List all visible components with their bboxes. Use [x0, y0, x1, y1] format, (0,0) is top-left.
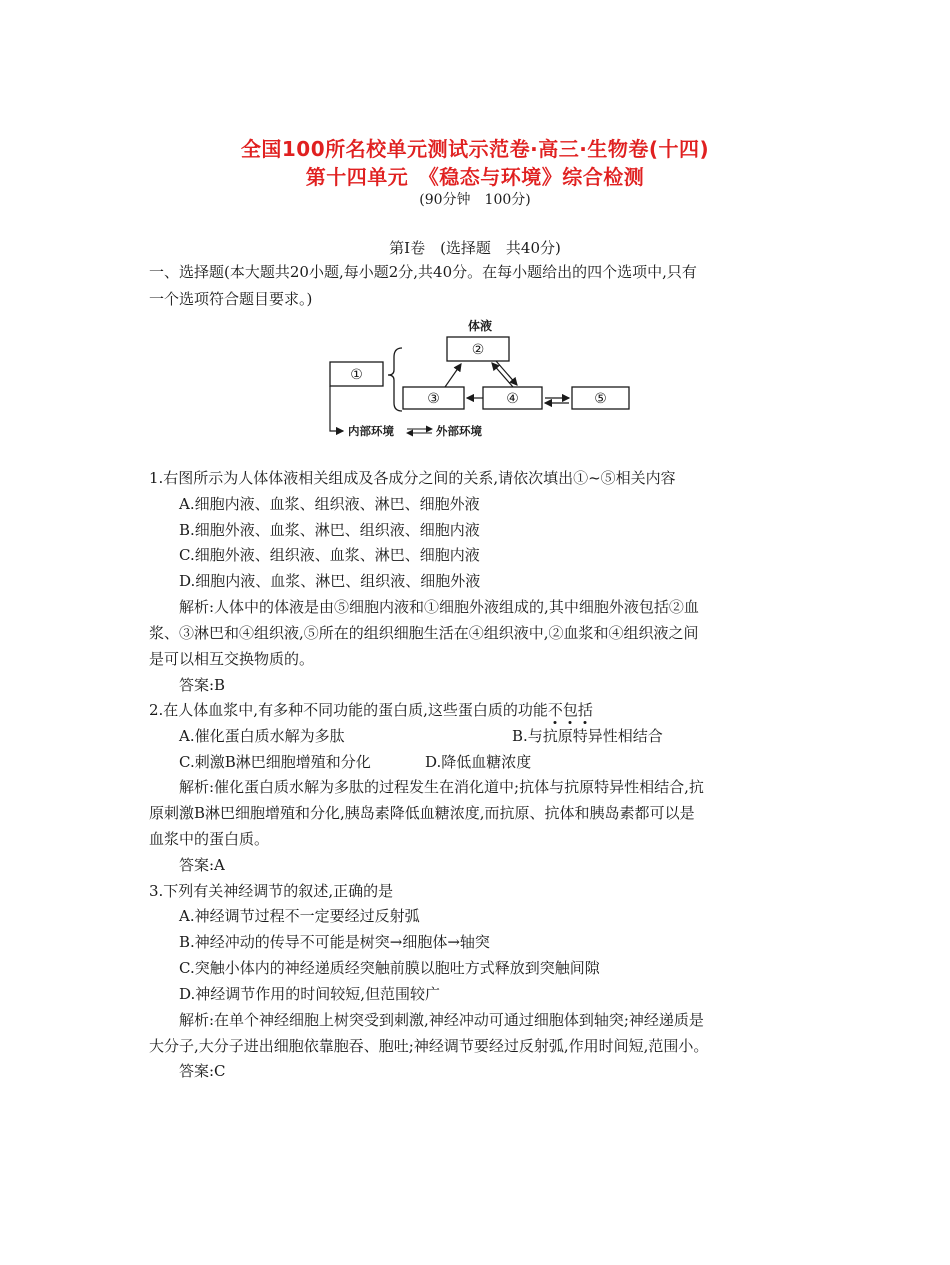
instructions-line-2: 一个选项符合题目要求。) — [149, 290, 313, 308]
q1-option-d: D.细胞内液、血浆、淋巴、组织液、细胞外液 — [179, 572, 481, 590]
q1-option-a: A.细胞内液、血浆、组织液、淋巴、细胞外液 — [179, 495, 480, 513]
box-5-label: ⑤ — [594, 391, 607, 407]
exam-title: 全国100所名校单元测试示范卷·高三·生物卷(十四) — [240, 137, 710, 161]
q1-explanation-1: 解析:人体中的体液是由⑤细胞内液和①细胞外液组成的,其中细胞外液包括②血 — [179, 598, 699, 616]
q3-option-a: A.神经调节过程不一定要经过反射弧 — [179, 907, 420, 925]
unit-title: 第十四单元 《稳态与环境》综合检测 — [305, 165, 645, 189]
q2-emphasis-3: 括 — [577, 701, 593, 719]
q1-option-b: B.细胞外液、血浆、淋巴、组织液、细胞内液 — [179, 521, 480, 539]
brace — [388, 348, 402, 411]
instructions-line-1: 一、选择题(本大题共20小题,每小题2分,共40分。在每小题给出的四个选项中,只有 — [149, 263, 697, 281]
body-fluid-diagram — [310, 315, 650, 445]
q2-stem-line — [149, 700, 593, 720]
q2-option-c: C.刺激B淋巴细胞增殖和分化 — [179, 753, 371, 771]
box-4-label: ④ — [506, 391, 519, 407]
internal-environment-label: 内部环境 — [348, 424, 394, 438]
q3-option-b: B.神经冲动的传导不可能是树突→细胞体→轴突 — [179, 933, 490, 951]
q1-answer: 答案:B — [179, 676, 226, 694]
q3-explanation-2: 大分子,大分子进出细胞依靠胞吞、胞吐;神经调节要经过反射弧,作用时间短,范围小。 — [149, 1037, 709, 1055]
part-heading: 第Ⅰ卷 (选择题 共40分) — [389, 239, 561, 257]
box-1-label: ① — [350, 367, 363, 383]
q3-option-d: D.神经调节作用的时间较短,但范围较广 — [179, 985, 441, 1003]
arrow-2-to-4 — [496, 361, 517, 385]
q3-option-c: C.突触小体内的神经递质经突触前膜以胞吐方式释放到突触间隙 — [179, 959, 600, 977]
q3-stem: 3.下列有关神经调节的叙述,正确的是 — [149, 882, 394, 900]
q2-answer: 答案:A — [179, 856, 225, 874]
q1-explanation-3: 是可以相互交换物质的。 — [149, 650, 315, 668]
q2-explanation-1: 解析:催化蛋白质水解为多肽的过程发生在消化道中;抗体与抗原特异性相结合,抗 — [179, 778, 704, 796]
q3-explanation-1: 解析:在单个神经细胞上树突受到刺激,神经冲动可通过细胞体到轴突;神经递质是 — [179, 1011, 704, 1029]
q2-option-b: B.与抗原特异性相结合 — [512, 727, 663, 745]
q1-option-c: C.细胞外液、组织液、血浆、淋巴、细胞内液 — [179, 546, 480, 564]
q2-explanation-2: 原刺激B淋巴细胞增殖和分化,胰岛素降低血糖浓度,而抗原、抗体和胰岛素都可以是 — [149, 804, 695, 822]
q1-stem: 1.右图所示为人体体液相关组成及各成分之间的关系,请依次填出①~⑤相关内容 — [149, 469, 676, 487]
q2-emphasis-1: 不 — [547, 701, 563, 719]
q3-answer: 答案:C — [179, 1062, 226, 1080]
time-score: (90分钟 100分) — [419, 192, 531, 208]
arrow-4-to-2 — [492, 363, 513, 387]
q2-stem: 2.在人体血浆中,有多种不同功能的蛋白质,这些蛋白质的功能 — [149, 701, 548, 719]
q2-option-a: A.催化蛋白质水解为多肽 — [179, 727, 345, 745]
box-3-label: ③ — [427, 391, 440, 407]
external-environment-label: 外部环境 — [436, 424, 482, 438]
q2-explanation-3: 血浆中的蛋白质。 — [149, 830, 270, 848]
connector-line — [330, 386, 343, 431]
box-2-label: ② — [471, 342, 485, 358]
q2-option-d: D.降低血糖浓度 — [425, 753, 532, 771]
q2-emphasis-2: 包 — [562, 701, 578, 719]
q1-explanation-2: 浆、③淋巴和④组织液,⑤所在的组织细胞生活在④组织液中,②血浆和④组织液之间 — [149, 624, 699, 642]
arrow-3-to-2 — [445, 364, 461, 387]
diagram-label-body-fluid: 体液 — [468, 319, 493, 333]
